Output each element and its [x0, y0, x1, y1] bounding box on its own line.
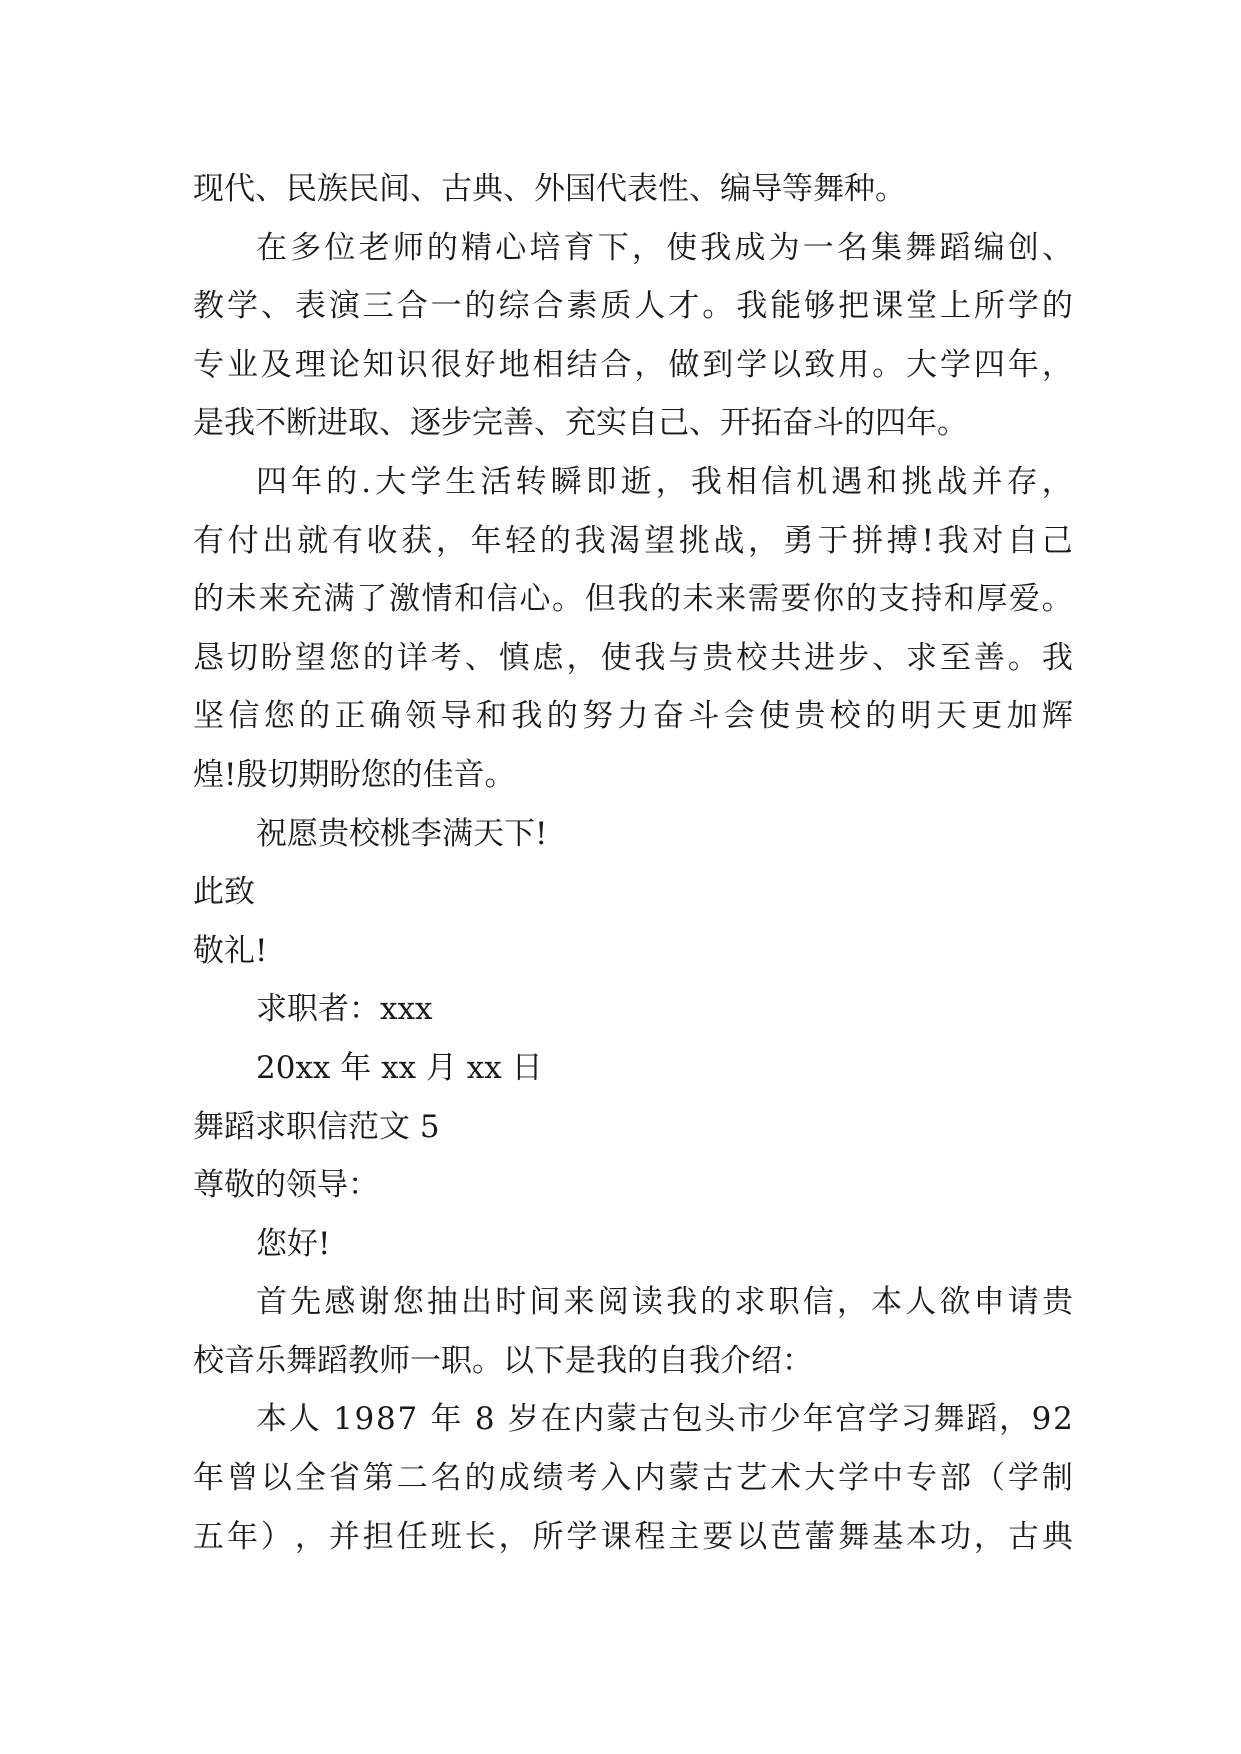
text-line: 专 业 及 理 论 知 识 很 好 地 相 结 合 ， 做 到 学 以 致 用 。 大 学 四 年 ， — [193, 346, 1073, 383]
text-line: 年 曾 以 全 省 第 二 名 的 成 绩 考 入 内 蒙 古 艺 术 大 学 中 专 部 （ 学 制 — [193, 1460, 1073, 1497]
text-line: 在 多 位 老 师 的 精 心 培 育 下 ， 使 我 成 为 一 名 集 舞 蹈 编 创 、 — [256, 229, 1073, 266]
text-line: 坚 信 您 的 正 确 领 导 和 我 的 努 力 奋 斗 会 使 贵 校 的 明 天 更 加 辉 — [193, 698, 1073, 735]
text-line: 恳 切 盼 望 您 的 详 考 、 慎 虑 ， 使 我 与 贵 校 共 进 步 、 求 至 善 。 我 — [193, 639, 1073, 676]
text-line: 尊敬的领导： — [193, 1167, 379, 1204]
text-line: 求职者：xxx — [256, 991, 433, 1028]
text-line: 教 学 、 表 演 三 合 一 的 综 合 素 质 人 才 。 我 能 够 把 课 堂 上 所 学 的 — [193, 288, 1073, 325]
text-line: 校音乐舞蹈教师一职。以下是我的自我介绍： — [193, 1342, 813, 1379]
text-line: 本 人 1 9 8 7 年 8 岁 在 内 蒙 古 包 头 市 少 年 宫 学 习 舞 蹈 ， 9 2 — [256, 1401, 1073, 1438]
text-line: 的 未 来 充 满 了 激 情 和 信 心 。 但 我 的 未 来 需 要 你 的 支 持 和 厚 爱 。 — [193, 581, 1073, 618]
letter-body — [193, 160, 1073, 1566]
text-line: 是我不断进取、逐步完善、充实自己、开拓奋斗的四年。 — [193, 405, 968, 442]
text-line: 现代、民族民间、古典、外国代表性、编导等舞种。 — [193, 171, 906, 207]
text-line: 敬礼! — [193, 932, 268, 969]
text-line: 五 年 ） ， 并 担 任 班 长 ， 所 学 课 程 主 要 以 芭 蕾 舞 基 本 功 ， 古 典 — [193, 1518, 1073, 1555]
text-line: 有 付 出 就 有 收 获 ， 年 轻 的 我 渴 望 挑 战 ， 勇 于 拼 搏 ! 我 对 自 己 — [193, 522, 1073, 559]
text-line: 煌!殷切期盼您的佳音。 — [193, 756, 516, 793]
text-line: 舞蹈求职信范文 5 — [193, 1108, 440, 1145]
text-line: 首 先 感 谢 您 抽 出 时 间 来 阅 读 我 的 求 职 信 ， 本 人 欲 申 请 贵 — [256, 1284, 1073, 1321]
text-line: 四 年 的 . 大 学 生 活 转 瞬 即 逝 ， 我 相 信 机 遇 和 挑 战 并 存 ， — [256, 463, 1073, 500]
text-line: 祝愿贵校桃李满天下! — [256, 815, 548, 852]
text-line: 此致 — [193, 874, 255, 911]
text-line: 您好! — [256, 1225, 331, 1262]
text-line: 20xx 年 xx 月 xx 日 — [256, 1049, 543, 1086]
